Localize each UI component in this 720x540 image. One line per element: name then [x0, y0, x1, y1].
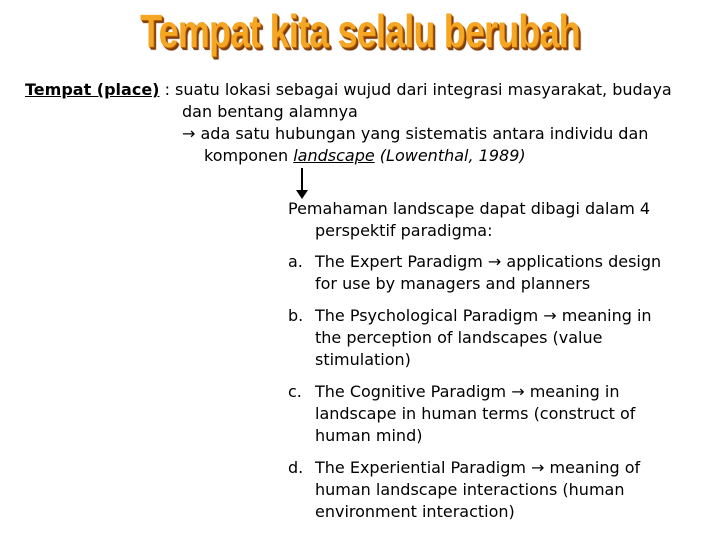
arrow-right-icon: → [182, 124, 196, 143]
definition-line-4 [204, 145, 526, 167]
item-text-2: landscape in human terms (construct of [315, 404, 636, 423]
arrow-right-icon: → [511, 382, 525, 401]
list-item-a [288, 251, 661, 295]
list-item-c [288, 381, 635, 447]
definition-text-1: suatu lokasi sebagai wujud dari integrasi masyarakat, budaya [175, 80, 672, 99]
slide-title: Tempat kita selalu berubah [140, 5, 580, 57]
item-text-2: for use by managers and planners [315, 274, 591, 293]
item-text-3: human mind) [315, 426, 423, 445]
list-item-d [288, 457, 640, 523]
definition-text-4a: komponen [204, 146, 294, 165]
arrow-right-icon: → [487, 252, 502, 271]
item-text-1a: The Cognitive Paradigm [315, 382, 512, 401]
item-letter: c. [288, 382, 302, 401]
arrow-right-icon: → [543, 306, 557, 325]
arrow-right-icon: → [531, 458, 545, 477]
item-text-1b: meaning of [544, 458, 641, 477]
definition-term: Tempat (place) [25, 80, 160, 99]
definition-line-3 [182, 123, 648, 145]
item-text-1a: The Expert Paradigm [315, 252, 488, 271]
item-text-3: environment interaction) [315, 502, 515, 521]
item-letter: a. [288, 252, 303, 271]
item-text-1a: The Psychological Paradigm [315, 306, 544, 325]
item-text-1a: The Experiential Paradigm [315, 458, 532, 477]
item-letter: b. [288, 306, 304, 325]
item-letter: d. [288, 458, 304, 477]
list-item-b [288, 305, 652, 371]
definition-separator: : [159, 80, 176, 99]
intro-line-1: Pemahaman landscape dapat dibagi dalam 4 [288, 199, 651, 218]
item-text-2: human landscape interactions (human [315, 480, 625, 499]
item-text-3: stimulation) [315, 350, 411, 369]
item-text-1b: meaning in [556, 306, 652, 325]
item-text-1b: applications design [501, 252, 662, 271]
citation: (Lowenthal, 1989) [374, 146, 526, 165]
item-text-2: the perception of landscapes (value [315, 328, 603, 347]
intro-line-2: perspektif paradigma: [315, 221, 493, 240]
landscape-term: landscape [293, 146, 375, 165]
definition-line-1 [25, 79, 672, 101]
definition-line-2: dan bentang alamnya [182, 102, 358, 121]
item-text-1b: meaning in [524, 382, 620, 401]
definition-text-3: ada satu hubungan yang sistematis antara individu dan [195, 124, 649, 143]
